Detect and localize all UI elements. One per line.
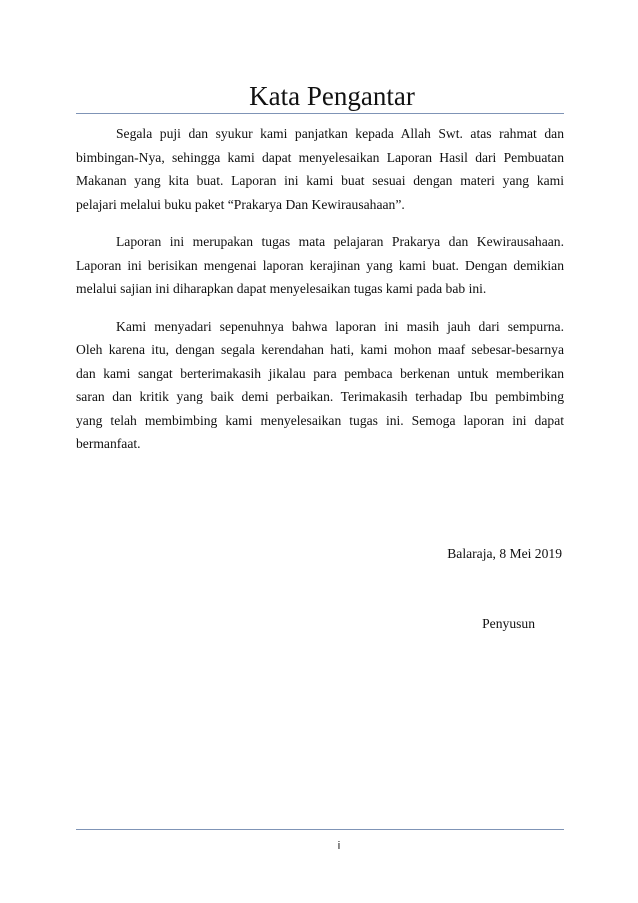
body-text xyxy=(76,122,564,470)
page-number: i xyxy=(337,840,341,852)
text-line: yang telah membimbing kami menyelesaikan tugas ini. Semoga laporan ini dapat xyxy=(76,412,564,428)
text-line: Oleh karena itu, dengan segala kerendahan hati, kami mohon maaf sebesar-besarnya xyxy=(76,342,564,357)
text-line: saran dan kritik yang baik demi perbaikan. Terimakasih terhadap Ibu pembimbing xyxy=(76,389,564,404)
place-date: Balaraja, 8 Mei 2019 xyxy=(447,546,562,561)
paragraph-2 xyxy=(76,230,564,301)
text-line: melalui sajian ini diharapkan dapat menyelesaikan tugas kami pada bab ini. xyxy=(76,281,487,296)
text-line: Makanan yang kita buat. Laporan ini kami buat sesuai dengan materi yang kami xyxy=(76,173,564,188)
paragraph-3 xyxy=(76,315,564,456)
text-line: Laporan ini berisikan mengenai laporan kerajinan yang kami buat. Dengan demikian xyxy=(76,257,564,273)
text-line: dan kami sangat berterimakasih jikalau para pembaca berkenan untuk memberikan xyxy=(76,365,564,381)
text-line: Kami menyadari sepenuhnya bahwa laporan ini masih jauh dari sempurna. xyxy=(116,318,564,334)
text-line: bimbingan-Nya, sehingga kami dapat menyelesaikan Laporan Hasil dari Pembuatan xyxy=(76,149,564,165)
paragraph-1 xyxy=(76,122,564,216)
header-divider xyxy=(76,113,564,114)
text-line: Segala puji dan syukur kami panjatkan kepada Allah Swt. atas rahmat dan xyxy=(116,126,564,141)
page-title: Kata Pengantar xyxy=(249,81,415,111)
text-line: bermanfaat. xyxy=(76,436,141,451)
footer-divider xyxy=(76,829,564,830)
text-line: Laporan ini merupakan tugas mata pelajaran Prakarya dan Kewirausahaan. xyxy=(116,234,564,249)
author-signature: Penyusun xyxy=(482,616,535,631)
text-line: pelajari melalui buku paket “Prakarya Dan Kewirausahaan”. xyxy=(76,196,405,212)
